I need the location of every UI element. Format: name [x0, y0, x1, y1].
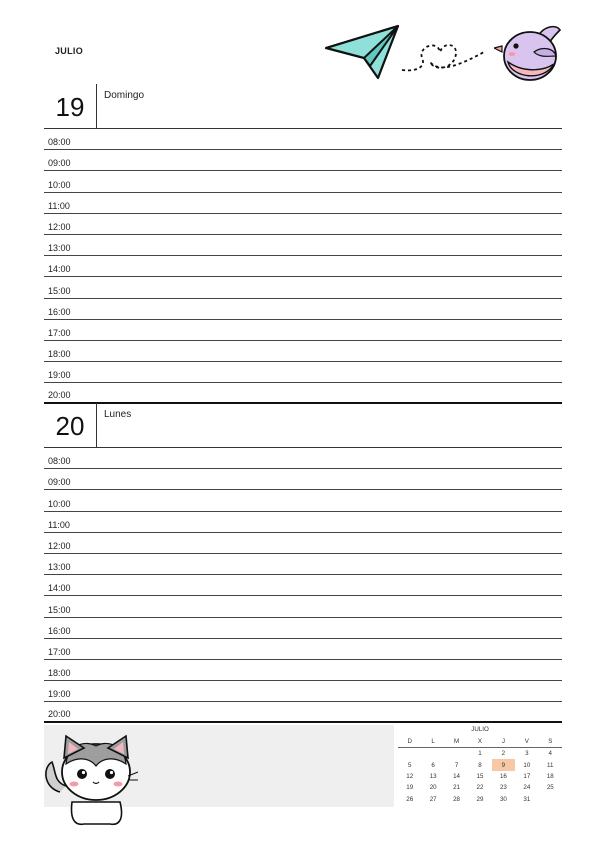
hour-label: 12:00 — [48, 540, 71, 551]
calendar-day[interactable]: 14 — [453, 772, 460, 780]
hour-row[interactable] — [44, 214, 562, 235]
calendar-day[interactable]: 31 — [523, 795, 531, 803]
calendar-day[interactable]: 22 — [476, 784, 484, 792]
hour-row[interactable] — [44, 575, 562, 596]
calendar-day[interactable]: 6 — [431, 761, 435, 769]
hour-label: 16:00 — [48, 306, 71, 317]
hour-label: 09:00 — [48, 477, 71, 488]
calendar-day[interactable] — [398, 748, 421, 760]
hour-row[interactable] — [44, 171, 562, 192]
calendar-day[interactable]: 29 — [476, 795, 484, 803]
day-name: Domingo — [104, 90, 145, 101]
calendar-day[interactable]: 12 — [406, 772, 414, 780]
hour-row[interactable] — [44, 512, 562, 533]
weekday-label: J — [492, 735, 515, 748]
calendar-day[interactable]: 28 — [453, 795, 460, 803]
calendar-day[interactable] — [539, 794, 562, 805]
calendar-day[interactable]: 23 — [499, 784, 507, 792]
day-number: 20 — [55, 411, 85, 441]
hour-row[interactable] — [44, 277, 562, 298]
calendar-day[interactable]: 15 — [476, 772, 484, 780]
hour-row[interactable] — [44, 362, 562, 383]
hour-row[interactable] — [44, 383, 562, 404]
hour-label: 16:00 — [48, 625, 71, 636]
hour-label: 19:00 — [48, 689, 71, 700]
hour-label: 08:00 — [48, 456, 71, 467]
calendar-day[interactable]: 26 — [406, 795, 414, 803]
hour-row[interactable] — [44, 639, 562, 660]
paper-plane-icon — [322, 22, 492, 82]
hour-row[interactable] — [44, 299, 562, 320]
hour-row[interactable] — [44, 702, 562, 723]
hour-label: 10:00 — [48, 498, 71, 509]
weekday-label: L — [421, 735, 444, 748]
calendar-day[interactable]: 21 — [453, 784, 460, 792]
divider — [96, 84, 97, 128]
hour-row[interactable] — [44, 320, 562, 341]
day-header — [44, 84, 562, 129]
calendar-day[interactable]: 20 — [429, 784, 437, 792]
calendar-day[interactable]: 27 — [429, 795, 437, 803]
hour-row[interactable] — [44, 533, 562, 554]
calendar-day[interactable] — [421, 748, 444, 760]
day-name: Lunes — [104, 409, 132, 420]
hour-row[interactable] — [44, 554, 562, 575]
hour-label: 11:00 — [48, 519, 70, 530]
calendar-day[interactable]: 19 — [406, 784, 414, 792]
hour-row[interactable] — [44, 235, 562, 256]
calendar-day[interactable]: 7 — [454, 761, 459, 769]
mini-calendar-month: JULIO — [471, 726, 489, 733]
day-header — [44, 403, 562, 448]
calendar-day[interactable]: 24 — [523, 784, 531, 792]
hour-label: 15:00 — [48, 604, 71, 615]
hour-label: 13:00 — [48, 562, 71, 573]
hour-row[interactable] — [44, 681, 562, 702]
hour-label: 10:00 — [48, 179, 71, 190]
calendar-day[interactable] — [445, 748, 468, 760]
calendar-day[interactable]: 5 — [407, 761, 412, 769]
hour-label: 19:00 — [48, 370, 71, 381]
hour-label: 20:00 — [48, 390, 71, 401]
divider — [96, 403, 97, 447]
hour-row[interactable] — [44, 256, 562, 277]
calendar-day[interactable]: 16 — [499, 772, 507, 780]
hour-row[interactable] — [44, 660, 562, 681]
weekday-label: V — [515, 735, 538, 748]
hour-row[interactable] — [44, 341, 562, 362]
calendar-day-highlighted[interactable]: 9 — [492, 759, 515, 770]
calendar-day[interactable]: 2 — [501, 750, 506, 758]
month-label: JULIO — [55, 46, 84, 56]
hour-label: 15:00 — [48, 285, 71, 296]
hour-row[interactable] — [44, 469, 562, 490]
hour-label: 20:00 — [48, 709, 71, 720]
hour-label: 18:00 — [48, 668, 71, 679]
calendar-day[interactable]: 13 — [429, 772, 437, 780]
calendar-day[interactable]: 11 — [547, 761, 554, 769]
mini-calendar-grid — [398, 735, 562, 805]
calendar-day[interactable]: 8 — [478, 761, 482, 769]
calendar-day[interactable]: 10 — [523, 761, 531, 769]
hour-row[interactable] — [44, 150, 562, 171]
hour-label: 09:00 — [48, 158, 71, 169]
hour-label: 14:00 — [48, 264, 71, 275]
calendar-day[interactable]: 18 — [546, 772, 554, 780]
weekday-label: S — [539, 735, 562, 748]
day-block-19 — [44, 84, 562, 404]
hour-label: 08:00 — [48, 137, 71, 148]
hour-label: 14:00 — [48, 583, 71, 594]
hour-row[interactable] — [44, 490, 562, 511]
hour-label: 11:00 — [48, 200, 70, 211]
bird-icon — [494, 22, 566, 84]
hour-label: 17:00 — [48, 646, 71, 657]
cat-icon — [40, 732, 140, 828]
calendar-day[interactable]: 17 — [523, 772, 531, 780]
heart-dotted-trail-icon — [402, 45, 484, 70]
day-number: 19 — [55, 92, 85, 122]
hour-label: 13:00 — [48, 243, 71, 254]
hour-label: 18:00 — [48, 349, 71, 360]
hour-row[interactable] — [44, 596, 562, 617]
calendar-day[interactable]: 30 — [499, 795, 507, 803]
hour-row[interactable] — [44, 193, 562, 214]
weekday-label: M — [445, 735, 468, 748]
calendar-day[interactable]: 3 — [525, 750, 529, 758]
day-block-20 — [44, 403, 562, 723]
calendar-day[interactable]: 1 — [478, 750, 482, 758]
weekday-label: X — [468, 735, 491, 748]
hour-label: 12:00 — [48, 221, 71, 232]
mini-calendar — [398, 725, 562, 805]
hour-row[interactable] — [44, 448, 562, 469]
weekday-label: D — [398, 735, 421, 748]
hour-row[interactable] — [44, 129, 562, 150]
hour-label: 17:00 — [48, 327, 71, 338]
calendar-day[interactable]: 4 — [548, 750, 552, 758]
calendar-day[interactable]: 25 — [546, 784, 554, 792]
hour-row[interactable] — [44, 618, 562, 639]
